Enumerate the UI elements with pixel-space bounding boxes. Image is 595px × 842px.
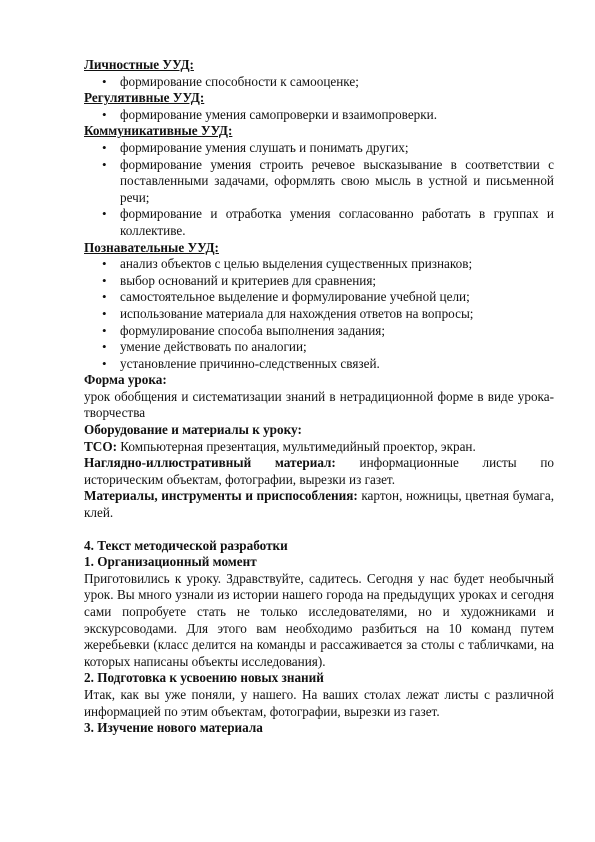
personal-uud-heading: Личностные УУД: <box>84 57 194 72</box>
preparation-text: Итак, как вы уже поняли, у нашего. На ваших столах лежат листы с различной информацией по этим объектам, фотографии, вырезки из газет. <box>84 686 554 719</box>
list-item: • формирование умения слушать и понимать других; <box>84 140 554 157</box>
visual-material-paragraph <box>84 455 554 488</box>
list-item: • анализ объектов с целью выделения существенных признаков; <box>84 256 554 273</box>
communicative-uud-list <box>84 140 554 240</box>
visual-material-text: информационные листы по историческим объектам, фотографии, вырезки из газет. <box>84 455 555 487</box>
regulatory-uud-list <box>84 107 554 124</box>
lesson-form-text: урок обобщения и систематизации знаний в нетрадиционной форме в виде урока-творчества <box>84 388 554 421</box>
spacer <box>84 522 554 538</box>
org-moment-heading: 1. Организационный момент <box>84 554 257 570</box>
list-item: • умение действовать по аналогии; <box>84 339 554 356</box>
visual-material-label: Наглядно-иллюстративный материал: <box>84 455 336 471</box>
personal-uud-list <box>84 74 554 91</box>
communicative-uud-heading: Коммуникативные УУД: <box>84 123 233 139</box>
tso-label: ТСО: <box>84 438 117 454</box>
document-page <box>84 57 554 737</box>
cognitive-uud-list <box>84 256 554 372</box>
tso-paragraph <box>84 439 554 456</box>
list-item: • формирование умения строить речевое высказывание в соответствии с поставленными задачами, оформлять свою мысль в устной и письменной речи; <box>84 157 554 207</box>
materials-label: Материалы, инструменты и приспособления: <box>84 488 358 504</box>
new-material-heading: 3. Изучение нового материала <box>84 720 263 736</box>
list-item: • использование материала для нахождения ответов на вопросы; <box>84 306 554 323</box>
cognitive-uud-heading: Познавательные УУД: <box>84 239 219 255</box>
section4-heading: 4. Текст методической разработки <box>84 537 288 553</box>
org-moment-text: Приготовились к уроку. Здравствуйте, садитесь. Сегодня у нас будет необычный урок. Вы много узнали из истории нашего города на предыдущих уроках и сегодня сами попробуете стать не только исследователями, но и художниками и экскурсоводами. Для этого вам необходимо разбиться на 10 команд путем жеребьевки (класс делится на команды и рассаживается за столы с табличками, на которых написаны объекты исследования). <box>84 570 554 669</box>
preparation-heading: 2. Подготовка к усвоению новых знаний <box>84 670 324 686</box>
tso-text: Компьютерная презентация, мультимедийный проектор, экран. <box>116 438 476 454</box>
lesson-form-heading: Форма урока: <box>84 372 167 388</box>
list-item: • выбор оснований и критериев для сравнения; <box>84 273 554 290</box>
list-item: • установление причинно-следственных связей. <box>84 356 554 373</box>
list-item: • формирование и отработка умения согласованно работать в группах и коллективе. <box>84 206 554 239</box>
list-item: • самостоятельное выделение и формулирование учебной цели; <box>84 289 554 306</box>
regulatory-uud-heading: Регулятивные УУД: <box>84 90 205 106</box>
equipment-heading: Оборудование и материалы к уроку: <box>84 422 302 438</box>
materials-text: картон, ножницы, цветная бумага, клей. <box>84 488 554 521</box>
list-item: • формирование способности к самооценке; <box>84 74 554 91</box>
list-item: • формирование умения самопроверки и взаимопроверки. <box>84 107 554 124</box>
list-item: • формулирование способа выполнения задания; <box>84 323 554 340</box>
materials-paragraph <box>84 488 554 521</box>
